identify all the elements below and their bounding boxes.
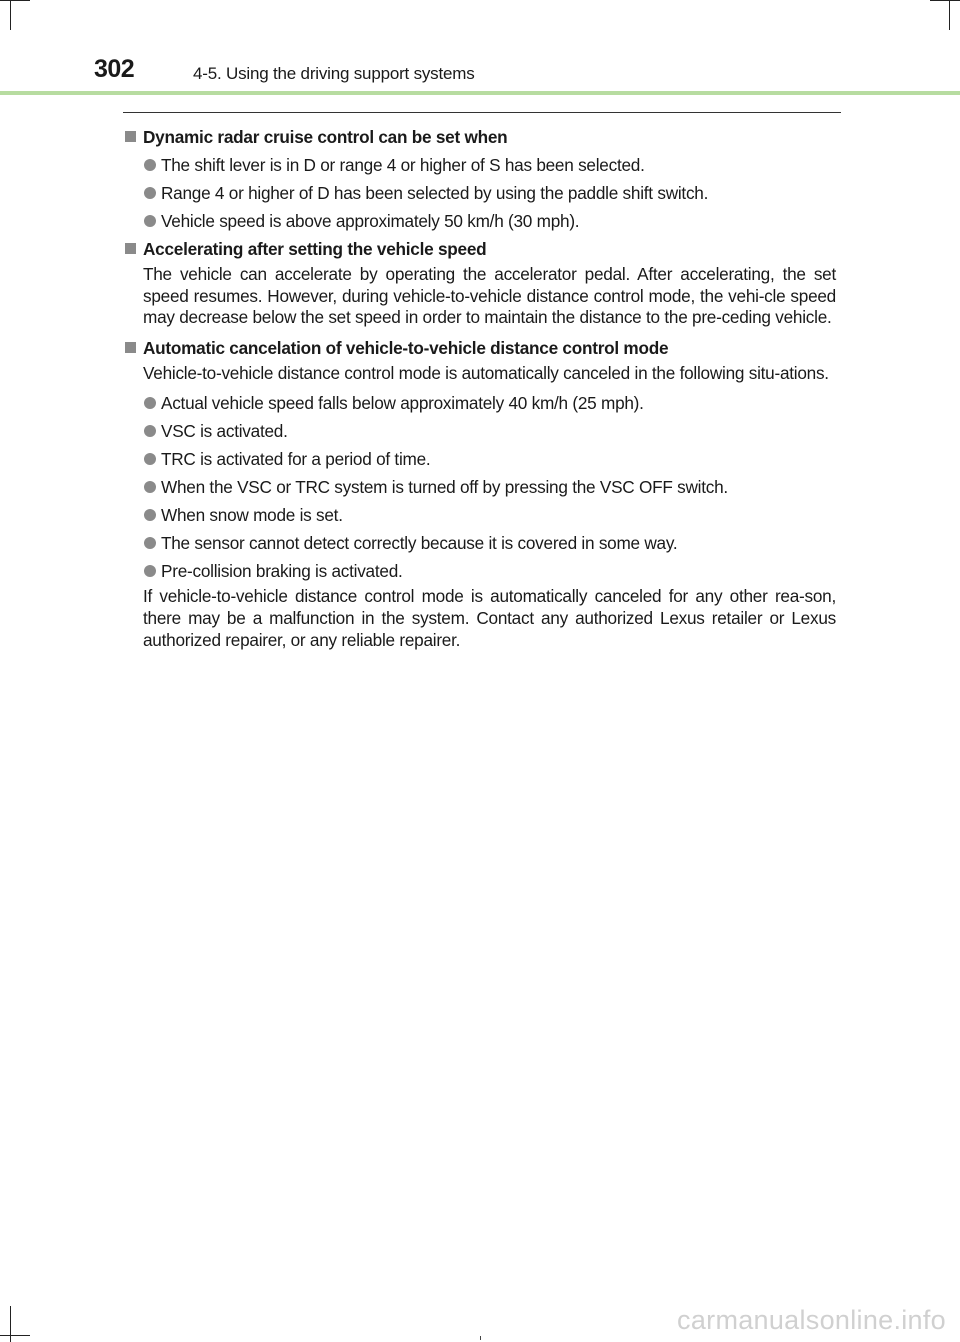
crop-mark-bottom-left-h [0,1335,30,1336]
circle-bullet-icon [144,187,156,199]
section-title: 4-5. Using the driving support systems [193,64,475,83]
body-paragraph: The vehicle can accelerate by operating the accelerator pedal. After accelerating, the set speed resumes. However, during vehicle-to-vehicle distance control mode, the vehi-cle speed may decrease below the set speed in order to maintain the distance to the pre-ceding vehicle. [143,264,836,328]
list-item-text: When the VSC or TRC system is turned off by pressing the VSC OFF switch. [161,477,728,498]
list-item [123,502,836,530]
circle-bullet-icon [144,453,156,465]
list-item [123,208,836,236]
section-heading [123,236,836,264]
list-item-text: Pre-collision braking is activated. [161,561,403,582]
footer-center-mark [480,1336,481,1340]
page-header [0,0,960,96]
circle-bullet-icon [144,215,156,227]
body-paragraph: If vehicle-to-vehicle distance control mode is automatically canceled for any other rea-son, there may be a malfunction in the system. Contact any authorized Lexus retailer or Lexus authorized repairer, or any reliable repairer. [143,586,836,650]
list-item [123,418,836,446]
section-heading [123,124,836,152]
page-number: 302 [94,55,135,83]
list-item-text: The shift lever is in D or range 4 or higher of S has been selected. [161,155,645,175]
list-item [123,446,836,474]
list-item [123,530,836,558]
content-top-rule [123,112,841,113]
circle-bullet-icon [144,425,156,437]
circle-bullet-icon [144,481,156,493]
circle-bullet-icon [144,159,156,171]
list-item-text: Range 4 or higher of D has been selected by using the paddle shift switch. [161,183,709,203]
list-item [123,558,836,586]
list-item-text: The sensor cannot detect correctly because it is covered in some way. [161,533,678,554]
list-item [123,180,836,208]
page-content [123,124,836,657]
crop-mark-bottom-left-v [10,1306,11,1342]
list-item-text: Vehicle speed is above approximately 50 km/h (30 mph). [161,211,580,231]
heading-text: Accelerating after setting the vehicle speed [143,239,487,259]
heading-text: Automatic cancelation of vehicle-to-vehicle distance control mode [143,337,669,358]
list-item [123,152,836,180]
section-heading [123,335,836,363]
watermark: carmanualsonline.info [677,1305,946,1335]
square-bullet-icon [125,243,136,254]
list-item-text: Actual vehicle speed falls below approximately 40 km/h (25 mph). [161,393,644,414]
square-bullet-icon [125,131,136,142]
body-paragraph: Vehicle-to-vehicle distance control mode is automatically canceled in the following situ-ations. [143,362,829,383]
heading-text: Dynamic radar cruise control can be set when [143,127,508,147]
circle-bullet-icon [144,565,156,577]
square-bullet-icon [125,342,136,353]
circle-bullet-icon [144,397,156,409]
circle-bullet-icon [144,509,156,521]
list-item-text: VSC is activated. [161,421,288,442]
list-item-text: TRC is activated for a period of time. [161,449,431,470]
circle-bullet-icon [144,537,156,549]
list-item [123,474,836,502]
header-divider [0,91,960,95]
list-item [123,390,836,418]
list-item-text: When snow mode is set. [161,505,343,526]
